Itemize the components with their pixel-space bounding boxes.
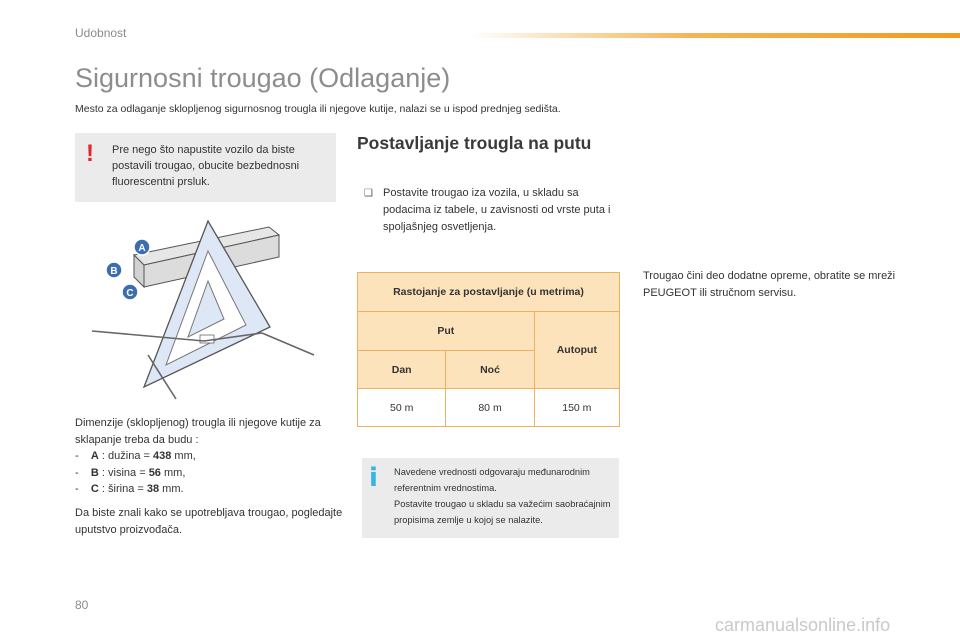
triangle-stand: [92, 331, 314, 399]
warning-text: Pre nego što napustite vozilo da biste postavili trougao, obucite bezbednosni fluorescentni prsluk.: [112, 144, 300, 188]
table-header-dan: Dan: [358, 351, 446, 389]
section-header: Udobnost: [75, 26, 127, 40]
page-title: Sigurnosni trougao (Odlaganje): [75, 63, 451, 93]
placement-instruction: [364, 185, 614, 236]
intro-text: Mesto za odlaganje sklopljenog sigurnosnog trougla ili njegove kutije, nalazi se u ispod prednjeg sedišta.: [75, 103, 561, 115]
dimension-row-b: - B : visina = 56 mm,: [75, 466, 186, 479]
table-header-put: Put: [358, 312, 535, 351]
triangle-illustration: [84, 215, 334, 405]
dimension-label-c: [122, 284, 138, 300]
exclamation-icon: !: [86, 140, 94, 167]
info-line-1: Navedene vrednosti odgovaraju međunarodnim referentnim vrednostima.: [394, 467, 590, 493]
table-header-autoput: Autoput: [534, 312, 619, 389]
info-icon: i: [369, 463, 378, 493]
side-note: Trougao čini deo dodatne opreme, obratite se mreži PEUGEOT ili stručnom servisu.: [643, 270, 896, 299]
warning-box: [75, 133, 336, 202]
table-cell-autoput: 150 m: [534, 389, 619, 427]
info-line-2: Postavite trougao u skladu sa važećim saobraćajnim propisima zemlje u kojoj se nalazite.: [394, 499, 611, 525]
dimension-label-a: [134, 239, 150, 255]
header-accent-bar: [470, 33, 960, 38]
table-header-noc: Noć: [446, 351, 534, 389]
dimension-label-b: [106, 262, 122, 278]
svg-text:C: C: [126, 288, 134, 299]
page-number: 80: [75, 598, 89, 612]
watermark: carmanualsonline.info: [715, 615, 891, 635]
dimensions-intro: Dimenzije (sklopljenog) trougla ili njegove kutije za sklapanje treba da budu :: [75, 417, 321, 446]
table-title: Rastojanje za postavljanje (u metrima): [358, 273, 620, 312]
placement-instruction-text: Postavite trougao iza vozila, u skladu sa podacima iz tabele, u zavisnosti od vrste puta i spoljašnjeg osvetljenja.: [383, 187, 611, 233]
table-row: [358, 389, 620, 427]
info-text: [394, 464, 614, 528]
placement-title: Postavljanje trougla na putu: [357, 133, 592, 153]
svg-text:B: B: [110, 266, 118, 277]
table-cell-dan: 50 m: [358, 389, 446, 427]
svg-text:A: A: [138, 243, 146, 254]
checkbox-bullet-icon: ❑: [364, 188, 373, 199]
distance-table: [357, 272, 620, 427]
dimension-row-a: - A : dužina = 438 mm,: [75, 450, 196, 462]
table-cell-noc: 80 m: [446, 389, 534, 427]
dimensions-block: [75, 415, 345, 498]
manufacturer-note: Da biste znali kako se upotrebljava trougao, pogledajte uputstvo proizvođača.: [75, 507, 343, 536]
info-box: [362, 458, 619, 538]
dimension-row-c: - C : širina = 38 mm.: [75, 483, 184, 495]
